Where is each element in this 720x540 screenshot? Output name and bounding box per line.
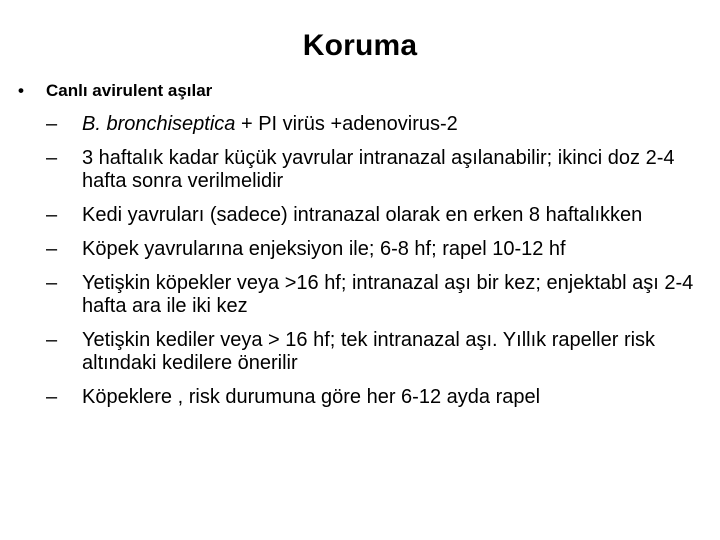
sub-bullet-text-rest: + PI virüs +adenovirus-2 [235,113,458,135]
sub-bullet-text: Yetişkin kediler veya > 16 hf; tek intranazal aşı. Yıllık rapeller risk altındaki kedilere önerilir [82,329,656,374]
dash-marker: – [46,386,58,408]
sub-bullet-item [46,272,706,318]
bullet-marker: • [18,81,24,100]
sub-bullet-text: 3 haftalık kadar küçük yavrular intranazal aşılanabilir; ikinci doz 2-4 hafta sonra verilmelidir [82,147,675,192]
sub-bullet-text: Yetişkin köpekler veya >16 hf; intranazal aşı bir kez; enjektabl aşı 2-4 hafta ara ile iki kez [82,272,694,317]
bullet-item [18,80,212,102]
sub-bullet-list [46,113,706,420]
dash-marker: – [46,329,58,351]
dash-marker: – [46,272,58,294]
species-name: B. bronchiseptica [82,113,236,135]
dash-marker: – [46,147,58,169]
sub-bullet-item [46,113,706,136]
dash-marker: – [46,113,58,135]
sub-bullet-item [46,238,706,261]
dash-marker: – [46,204,58,226]
sub-bullet-item [46,329,706,375]
sub-bullet-text: Köpeklere , risk durumuna göre her 6-12 ayda rapel [82,386,541,408]
slide-title: Koruma [302,29,418,62]
sub-bullet-item [46,147,706,193]
bullet-text: Canlı avirulent aşılar [46,81,213,100]
sub-bullet-text [82,113,706,136]
sub-bullet-text: Köpek yavrularına enjeksiyon ile; 6-8 hf; rapel 10-12 hf [82,238,566,260]
dash-marker: – [46,238,58,260]
sub-bullet-item [46,204,706,227]
sub-bullet-item [46,386,706,409]
sub-bullet-text: Kedi yavruları (sadece) intranazal olarak en erken 8 haftalıkken [82,204,643,226]
